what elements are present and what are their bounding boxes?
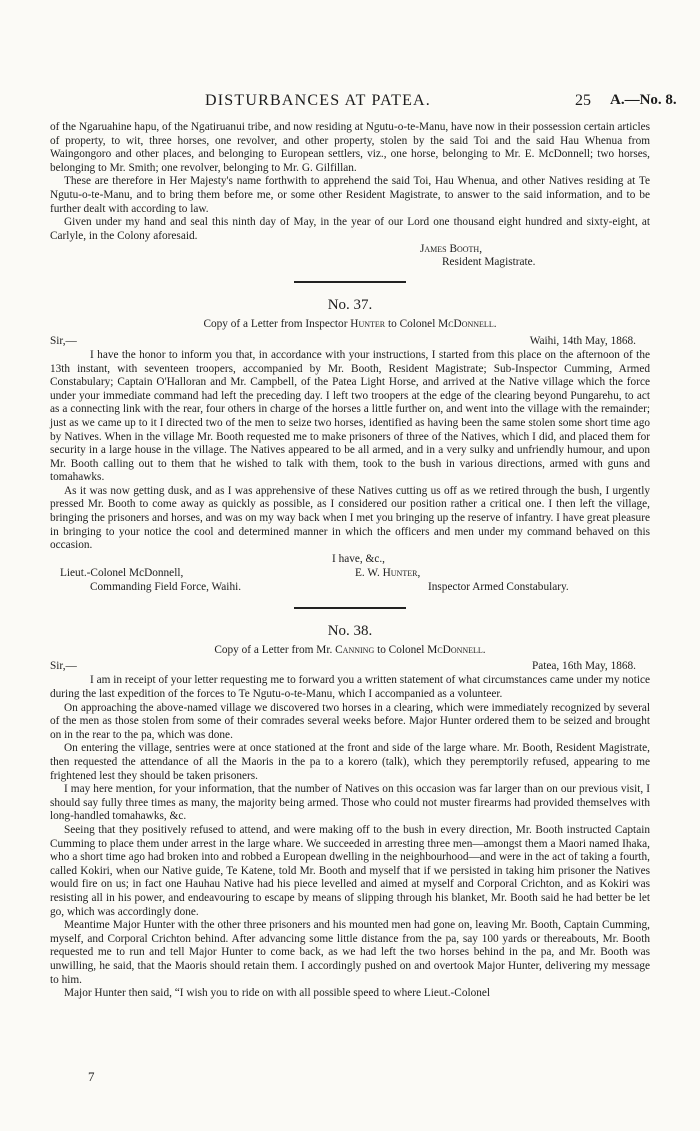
addressee-name: Lieut.-Colonel McDonnell, bbox=[60, 566, 184, 579]
caption-sender: Canning bbox=[335, 643, 375, 656]
signature-mark: 7 bbox=[88, 1069, 95, 1084]
letter-paragraph: I have the honor to inform you that, in accordance with your instructions, I started from this place on the afternoon of the 13th instant, with seventeen troopers, accompanied by Mr. Booth, Resident Magistrate; Sub-Inspector Cumming, Armed Constabulary; Captain O'Halloran and Mr. Campbell, of the Patea Light Horse, and arrived at the Native village which the force under your immediate command had left the preceding day. I left two troopers at the edge of the clearing beyond Pungarehu, to act as a connecting link with the rear, four others in charge of the horses a little further on, and went into the village with the remainder; just as we came up to it I directed two of the men to seize two horses, identified as having been the same stolen some short time ago by Natives. When in the village Mr. Booth requested me to make prisoners of three of the Natives, which I did, and placed them for security in a large house in the village. The Natives appeared to be all armed, and in a very sulky and unfriendly humour, and upon Mr. Booth calling out to them that he wished to talk with them, took to the bush in various directions, armed with guns and tomahawks. bbox=[50, 348, 650, 484]
caption-recipient: McDonnell. bbox=[427, 643, 486, 656]
document-caption bbox=[50, 644, 650, 658]
letter-closing bbox=[50, 553, 650, 595]
letter-paragraph: As it was now getting dusk, and as I was apprehensive of these Natives cutting us off as we retired through the bush, I urgently pressed Mr. Booth to come away as quickly as possible, as I considered our position rather a critical one. I then left the village, bringing the prisoners and horses, and was on my way back when I met you bringing up the reserve of infantry. I have great pleasure in bringing to your notice the cool and determined manner in which the officers and men under my command behaved on this occasion. bbox=[50, 484, 650, 552]
place-date: Patea, 16th May, 1868. bbox=[531, 660, 636, 673]
warrant-paragraph: Given under my hand and seal this ninth day of May, in the year of our Lord one thousand eight hundred and sixty-eight, at Carlyle, in the Colony aforesaid. bbox=[50, 216, 650, 242]
warrant-paragraph: of the Ngaruahine hapu, of the Ngatiruanui tribe, and now residing at Ngutu-o-te-Manu, have now in their possession certain articles of property, to wit, three horses, one revolver, and other property, stolen by the said Toi and the said Hau Whenua from Waingongoro and other places, and belonging to European settlers, viz., one horse, belonging to Mr. E. McDonnell; two horses, belonging to Mr. Smith; one revolver, belonging to Mr. G. Gilfillan. bbox=[50, 121, 650, 174]
salutation-line bbox=[50, 660, 650, 674]
section-divider bbox=[294, 607, 406, 609]
paper-reference: A.—No. 8. bbox=[610, 92, 677, 108]
warrant-paragraph: These are therefore in Her Majesty's name forthwith to apprehend the said Toi, Hau Whenua, and other Natives residing at Te Ngutu-o-te-Manu, and to bring them before me, or some other Resident Magistrate, to answer to the said information, and to be further dealt with according to law. bbox=[50, 175, 650, 215]
letter-paragraph: I may here mention, for your information, that the number of Natives on this occasion was far larger than on our previous visit, I should say fully three times as many, the majority being armed. Those who could not muster firearms had provided themselves with long-handled tomahawks, &c. bbox=[50, 783, 650, 823]
letter-paragraph: Meantime Major Hunter with the other three prisoners and his mounted men had gone on, leaving Mr. Booth, Captain Cumming, myself, and Corporal Crichton behind. After advancing some little distance from the pa, say 100 yards or thereabouts, Mr. Booth requested me to run and tell Major Hunter to come back, as we had left the two horses behind in the pa, and Mr. Booth was unwilling, he said, that the Maoris should retain them. I accordingly pushed on and overtook Major Hunter, delivering my message to him. bbox=[50, 919, 650, 986]
page-body bbox=[50, 121, 650, 1001]
caption-sender: Hunter bbox=[350, 318, 386, 331]
caption-text: to Colonel bbox=[377, 643, 425, 656]
caption-text: Copy of a Letter from Mr. bbox=[214, 643, 333, 656]
salutation: Sir,— bbox=[50, 334, 77, 347]
addressee-title: Commanding Field Force, Waihi. bbox=[90, 580, 242, 593]
document-number: No. 37. bbox=[327, 297, 373, 314]
document-number: No. 38. bbox=[327, 622, 373, 639]
place-date: Waihi, 14th May, 1868. bbox=[529, 334, 636, 347]
letter-paragraph: Major Hunter then said, “I wish you to ride on with all possible speed to where Lieut.-Colonel bbox=[64, 987, 491, 1000]
document-caption bbox=[50, 318, 650, 332]
caption-text: to Colonel bbox=[387, 318, 436, 331]
letter-paragraph: On entering the village, sentries were at once stationed at the front and side of the large whare. Mr. Booth, Resident Magistrate, then requested the attendance of all the Maoris in the pa to a korero (talk), which they peremptorily refused, appearing to me frightened lest they should be taken prisoners. bbox=[50, 742, 650, 782]
signatory-name: James Booth, bbox=[420, 243, 483, 256]
letter-paragraph: On approaching the above-named village we discovered two horses in a clearing, which were immediately recognized by several of the men as those stolen from some of their comrades several weeks before. Major Hunter ordered them to be seized and brought on in the rear to the pa, which was done. bbox=[50, 701, 650, 741]
warrant-signature bbox=[50, 243, 650, 270]
sender-name: E. W. Hunter, bbox=[355, 566, 421, 579]
salutation-line bbox=[50, 335, 650, 349]
caption-text: Copy of a Letter from Inspector bbox=[203, 318, 348, 331]
sender-title: Inspector Armed Constabulary. bbox=[428, 580, 569, 593]
caption-recipient: McDonnell. bbox=[438, 318, 497, 331]
signatory-title: Resident Magistrate. bbox=[442, 256, 536, 269]
letter-paragraph: I am in receipt of your letter requesting me to forward you a written statement of what circumstances came under my notice during the last expedition of the forces to Te Ngutu-o-te-Manu, which I accompanied as a volunteer. bbox=[50, 674, 650, 701]
closing-phrase: I have, &c., bbox=[332, 552, 386, 565]
letter-paragraph: Seeing that they positively refused to attend, and were making off to the bush in every direction, Mr. Booth instructed Captain Cumming to place them under arrest in the large whare. We succeeded in arresting three men—amongst them a Maori named Ihaka, who a short time ago had broken into and robbed a European dwelling in the neighbourhood—and were in the act of taking a fourth, called Kokiri, when our Native guide, Te Katene, told Mr. Booth and myself that if we persisted in taking him prisoner the Natives would fire on us; in fact one Hauhau Native had his piece levelled and aimed at myself and Corporal Crichton, and as Kokiri was resisting all in his power, and endeavouring to escape by means of slipping through his blanket, Mr. Booth said he had better be let go, which was accordingly done. bbox=[50, 823, 650, 918]
salutation: Sir,— bbox=[50, 660, 77, 673]
section-divider bbox=[294, 281, 406, 283]
page-number: 25 bbox=[575, 92, 591, 109]
running-title: DISTURBANCES AT PATEA. bbox=[205, 92, 432, 109]
page-header bbox=[0, 92, 700, 112]
